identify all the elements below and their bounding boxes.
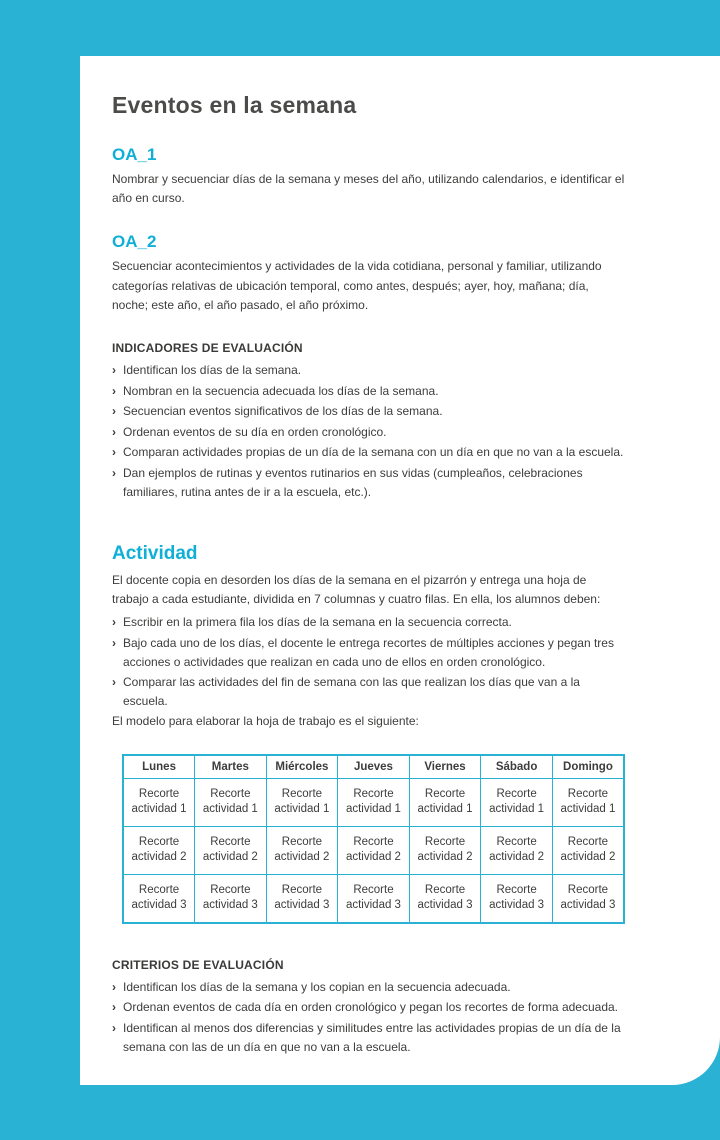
bullet-icon: ›: [112, 445, 116, 460]
table-row: [123, 826, 624, 874]
table-header-row: [123, 755, 624, 779]
page-title: Eventos en la semana: [112, 92, 357, 118]
bullet-icon: ›: [112, 615, 116, 630]
section-oa2: [112, 232, 626, 315]
actividad-list: [112, 613, 626, 710]
oa1-body: Nombrar y secuenciar días de la semana y meses del año, utilizando calendarios, e identificar el año en curso.: [112, 172, 625, 206]
oa2-heading: OA_2: [112, 232, 157, 252]
criterios-heading: CRITERIOS DE EVALUACIÓN: [112, 957, 284, 972]
bullet-icon: ›: [112, 636, 116, 651]
list-item: [112, 382, 626, 401]
actividad-outro: El modelo para elaborar la hoja de trabajo es el siguiente:: [112, 714, 419, 729]
page-card: [80, 56, 720, 1085]
bullet-icon: ›: [112, 1020, 116, 1035]
list-item: [112, 613, 626, 632]
indicadores-heading: INDICADORES DE EVALUACIÓN: [112, 340, 303, 355]
bullet-icon: ›: [112, 404, 116, 419]
bullet-icon: ›: [112, 1000, 116, 1015]
table-cell: Recorte actividad 1: [338, 778, 410, 826]
list-item: [112, 464, 626, 501]
indicadores-list: [112, 361, 626, 501]
table-cell: Recorte actividad 2: [481, 826, 553, 874]
list-item-text: Dan ejemplos de rutinas y eventos rutinarios en sus vidas (cumpleaños, celebraciones familiares, rutina antes de ir a la escuela, etc.).: [123, 465, 583, 499]
worksheet-table-body: [123, 778, 624, 923]
table-cell: Recorte actividad 2: [195, 826, 267, 874]
list-item-text: Identifican los días de la semana y los copian en la secuencia adecuada.: [123, 979, 511, 994]
list-item-text: Identifican los días de la semana.: [123, 362, 302, 377]
section-actividad: [112, 543, 626, 924]
section-criterios: [112, 958, 626, 1056]
list-item-text: Comparar las actividades del fin de semana con las que realizan los días que van a la escuela.: [123, 675, 580, 708]
list-item-text: Ordenan eventos de su día en orden cronológico.: [123, 424, 387, 439]
actividad-intro: El docente copia en desorden los días de la semana en el pizarrón y entrega una hoja de trabajo a cada estudiante, dividida en 7 columnas y cuatro filas. En ella, los alumnos deben:: [112, 573, 601, 607]
list-item: [112, 978, 626, 997]
oa2-body: Secuenciar acontecimientos y actividades de la vida cotidiana, personal y familiar, utilizando categorías relativas de ubicación temporal, como antes, después; ayer, hoy, mañana; día, noche; este año, el año pasado, el año próximo.: [112, 259, 602, 312]
table-cell: Recorte actividad 2: [409, 826, 481, 874]
table-header-cell: Jueves: [338, 755, 410, 779]
bullet-icon: ›: [112, 979, 116, 994]
bullet-icon: ›: [112, 465, 116, 480]
list-item: [112, 1019, 626, 1056]
list-item: [112, 423, 626, 442]
table-cell: Recorte actividad 1: [123, 778, 195, 826]
table-cell: Recorte actividad 2: [338, 826, 410, 874]
table-cell: Recorte actividad 3: [338, 874, 410, 923]
table-cell: Recorte actividad 1: [552, 778, 624, 826]
table-header-cell: Domingo: [552, 755, 624, 779]
table-cell: Recorte actividad 3: [123, 874, 195, 923]
bullet-icon: ›: [112, 383, 116, 398]
section-indicadores: [112, 341, 626, 501]
table-cell: Recorte actividad 1: [481, 778, 553, 826]
list-item-text: Bajo cada uno de los días, el docente le entrega recortes de múltiples acciones y pegan tres acciones o actividades que realizan en cada uno de ellos en orden cronológico.: [123, 636, 614, 669]
list-item: [112, 443, 626, 462]
list-item-text: Identifican al menos dos diferencias y similitudes entre las actividades propias de un día de la semana con las de un día en que no van a la escuela.: [123, 1020, 621, 1054]
table-header-cell: Miércoles: [266, 755, 338, 779]
criterios-list: [112, 978, 626, 1056]
list-item-text: Secuencian eventos significativos de los días de la semana.: [123, 404, 443, 419]
table-cell: Recorte actividad 3: [481, 874, 553, 923]
table-cell: Recorte actividad 2: [123, 826, 195, 874]
table-cell: Recorte actividad 3: [195, 874, 267, 923]
table-header-cell: Sábado: [481, 755, 553, 779]
worksheet-table: [122, 754, 625, 924]
table-cell: Recorte actividad 2: [266, 826, 338, 874]
oa1-heading: OA_1: [112, 145, 157, 164]
list-item: [112, 361, 626, 380]
actividad-heading: Actividad: [112, 543, 198, 565]
table-cell: Recorte actividad 3: [552, 874, 624, 923]
list-item: [112, 634, 626, 671]
table-row: [123, 874, 624, 923]
list-item: [112, 402, 626, 421]
list-item-text: Escribir en la primera fila los días de la semana en la secuencia correcta.: [123, 615, 512, 630]
section-oa1: [112, 145, 626, 208]
bullet-icon: ›: [112, 424, 116, 439]
table-row: [123, 778, 624, 826]
bullet-icon: ›: [112, 362, 116, 377]
list-item: [112, 673, 626, 710]
bullet-icon: ›: [112, 675, 116, 690]
table-cell: Recorte actividad 1: [195, 778, 267, 826]
table-cell: Recorte actividad 1: [409, 778, 481, 826]
table-cell: Recorte actividad 3: [409, 874, 481, 923]
table-cell: Recorte actividad 1: [266, 778, 338, 826]
list-item-text: Ordenan eventos de cada día en orden cronológico y pegan los recortes de forma adecuada.: [123, 1000, 618, 1015]
list-item-text: Nombran en la secuencia adecuada los días de la semana.: [123, 383, 439, 398]
table-header-cell: Viernes: [409, 755, 481, 779]
table-cell: Recorte actividad 2: [552, 826, 624, 874]
list-item: [112, 998, 626, 1017]
table-cell: Recorte actividad 3: [266, 874, 338, 923]
table-header-cell: Martes: [195, 755, 267, 779]
list-item-text: Comparan actividades propias de un día de la semana con un día en que no van a la escuela.: [123, 445, 624, 460]
worksheet-table-head: [123, 755, 624, 779]
table-header-cell: Lunes: [123, 755, 195, 779]
